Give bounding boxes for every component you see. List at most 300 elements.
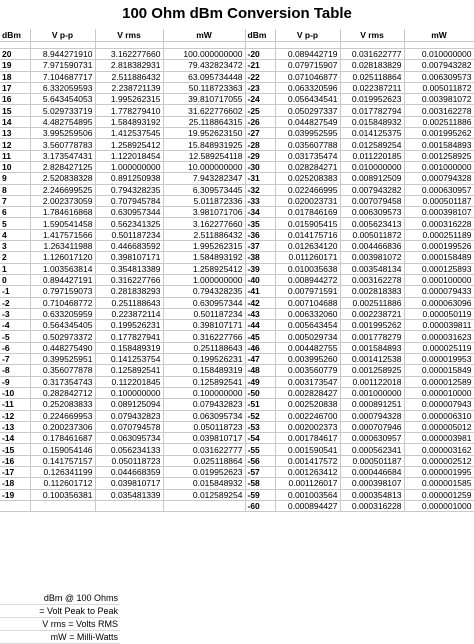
table-cell: 0.003995260 (275, 354, 340, 365)
table-cell: 0.000398107 (404, 207, 474, 218)
table-cell: 0.079432823 (163, 399, 245, 410)
table-cell: 0.316227766 (95, 274, 163, 285)
table-cell: -31 (245, 173, 275, 184)
table-cell: 0.050118723 (163, 421, 245, 432)
table-cell: -44 (245, 320, 275, 331)
table-cell: 0.223872114 (95, 308, 163, 319)
table-cell: 0.020023731 (275, 195, 340, 206)
table-cell: 0.158489319 (95, 342, 163, 353)
table-cell: 0.501187234 (163, 308, 245, 319)
header-cell: V p-p (30, 29, 95, 42)
table-cell: 0.001590541 (275, 444, 340, 455)
table-cell: 14 (0, 116, 30, 127)
table-row (0, 331, 474, 342)
table-cell: 0.000031623 (404, 331, 474, 342)
table-cell: 0.000125893 (404, 263, 474, 274)
table-cell: -46 (245, 342, 275, 353)
spacer-row (0, 42, 474, 49)
table-row (0, 229, 474, 240)
table-cell: -58 (245, 478, 275, 489)
table-cell: -10 (0, 387, 30, 398)
table-row (0, 376, 474, 387)
table-cell: 7.104687717 (30, 71, 95, 82)
table-cell: 0.125892541 (163, 376, 245, 387)
table-cell: 0.126341199 (30, 466, 95, 477)
table-cell: -22 (245, 71, 275, 82)
table-cell: 1.003563814 (30, 263, 95, 274)
table-cell: -9 (0, 376, 30, 387)
table-cell: 0.002828427 (275, 387, 340, 398)
header-cell: dBm (245, 29, 275, 42)
table-cell (163, 500, 245, 511)
table-row (0, 286, 474, 297)
table-cell: 3 (0, 241, 30, 252)
table-cell: 0.000001585 (404, 478, 474, 489)
table-cell: 2.828427125 (30, 161, 95, 172)
table-cell: -32 (245, 184, 275, 195)
table-cell: 3.162277660 (163, 218, 245, 229)
table-row (0, 184, 474, 195)
table-cell: 3.162277660 (95, 49, 163, 60)
table-cell (95, 500, 163, 511)
table-cell: 0.112601712 (30, 478, 95, 489)
table-cell: 0.000010000 (404, 387, 474, 398)
table-cell: 0.002818383 (340, 286, 404, 297)
table-cell: 0.000316228 (404, 218, 474, 229)
table-cell: 0.089125094 (95, 399, 163, 410)
table-cell: 0.002511886 (404, 116, 474, 127)
table-cell: 0.005623413 (340, 218, 404, 229)
table-cell: 0.630957344 (163, 297, 245, 308)
table-cell: 0.000199526 (404, 241, 474, 252)
table-cell: 0.001784617 (275, 433, 340, 444)
table-cell: 0.251188643 (95, 297, 163, 308)
table-cell: 0.001412538 (340, 354, 404, 365)
table-cell: 1.412537545 (95, 128, 163, 139)
table-cell: 0.014125375 (340, 128, 404, 139)
table-cell: -39 (245, 263, 275, 274)
table-row (0, 410, 474, 421)
table-cell: 1.126017120 (30, 252, 95, 263)
table-cell: 0.281838293 (95, 286, 163, 297)
table-cell: 0.007943282 (340, 184, 404, 195)
table-cell: -3 (0, 308, 30, 319)
table-cell: 15.848931925 (163, 139, 245, 150)
table-row (0, 241, 474, 252)
table-cell: -55 (245, 444, 275, 455)
header-row (0, 29, 474, 42)
table-cell: -19 (0, 489, 30, 500)
table-cell: 1.590541458 (30, 218, 95, 229)
table-cell: 0.000039811 (404, 320, 474, 331)
table-cell: 50.118723363 (163, 82, 245, 93)
header-cell: mW (404, 29, 474, 42)
note-line: V rms = Volts RMS (0, 618, 120, 631)
table-cell: 0.000316228 (340, 500, 404, 511)
table-cell: 0.001122018 (340, 376, 404, 387)
table-cell: 0.031622777 (163, 444, 245, 455)
table-row (0, 466, 474, 477)
table-cell: 2.818382931 (95, 60, 163, 71)
table-cell: 0.000025119 (404, 342, 474, 353)
table-cell: 0.356077878 (30, 365, 95, 376)
table-cell: 6.332059593 (30, 82, 95, 93)
table-cell: 0.000630957 (340, 433, 404, 444)
table-cell: 0.200237306 (30, 421, 95, 432)
table-cell: 0.007971591 (275, 286, 340, 297)
table-cell: 8.944271910 (30, 49, 95, 60)
table-cell: -21 (245, 60, 275, 71)
header-cell: V rms (95, 29, 163, 42)
table-cell: 1.784616868 (30, 207, 95, 218)
table-cell: -57 (245, 466, 275, 477)
table-cell: 0.000003162 (404, 444, 474, 455)
table-cell: 0.005011872 (340, 229, 404, 240)
table-cell: 17 (0, 82, 30, 93)
table-cell: -8 (0, 365, 30, 376)
table-cell: -59 (245, 489, 275, 500)
table-cell: 0.001000000 (404, 161, 474, 172)
table-cell: 2.511886432 (163, 229, 245, 240)
table-row (0, 94, 474, 105)
table-cell: 0.005029734 (275, 331, 340, 342)
table-cell: 1.258925412 (95, 139, 163, 150)
table-cell: -54 (245, 433, 275, 444)
table-cell: 0.000158489 (404, 252, 474, 263)
table-cell: 0.022466995 (275, 184, 340, 195)
table-cell: 0.014175716 (275, 229, 340, 240)
table-cell: 5 (0, 218, 30, 229)
note-line: mW = Milli-Watts (0, 631, 120, 644)
table-cell: 0.100000000 (163, 387, 245, 398)
table-cell: 0.028183829 (340, 60, 404, 71)
table-cell: 0.001000000 (340, 387, 404, 398)
table-cell: -25 (245, 105, 275, 116)
table-cell: 3.995259506 (30, 128, 95, 139)
table-cell: 0.001126017 (275, 478, 340, 489)
table-cell: 0.000006310 (404, 410, 474, 421)
table-cell: 0.112201845 (95, 376, 163, 387)
table-cell: -48 (245, 365, 275, 376)
table-cell: 4.482754895 (30, 116, 95, 127)
table-cell: -50 (245, 387, 275, 398)
table-cell: 5.011872336 (163, 195, 245, 206)
table-cell: 0.502973372 (30, 331, 95, 342)
table-cell: 0.141757157 (30, 455, 95, 466)
table-cell: 3.981071706 (163, 207, 245, 218)
table-cell: 0.000562341 (340, 444, 404, 455)
table-cell: 0.010000000 (340, 161, 404, 172)
table-cell: 0.056434541 (275, 94, 340, 105)
table-cell: 1.584893192 (163, 252, 245, 263)
table-cell: 0.006309573 (340, 207, 404, 218)
table-cell: 3.173547431 (30, 150, 95, 161)
table-cell: -51 (245, 399, 275, 410)
table-cell: 0.000079433 (404, 286, 474, 297)
table-cell: 1.995262315 (163, 241, 245, 252)
table-cell: -35 (245, 218, 275, 229)
table-cell: 0.633205959 (30, 308, 95, 319)
table-cell: -24 (245, 94, 275, 105)
table-cell: 0.001258925 (340, 365, 404, 376)
table-cell: 19 (0, 60, 30, 71)
table-cell: -37 (245, 241, 275, 252)
table-row (0, 489, 474, 500)
table-cell: 1.995262315 (95, 94, 163, 105)
note-line: = Volt Peak to Peak (0, 605, 120, 618)
table-cell: 0.125892541 (95, 365, 163, 376)
table-row (0, 455, 474, 466)
table-cell: 63.095734448 (163, 71, 245, 82)
table-row (0, 297, 474, 308)
table-cell: -30 (245, 161, 275, 172)
table-cell: 0.039810717 (95, 478, 163, 489)
table-cell: 6 (0, 207, 30, 218)
table-cell: 7 (0, 195, 30, 206)
table-cell: 2.520838328 (30, 173, 95, 184)
table-cell: 0.000003981 (404, 433, 474, 444)
table-row (0, 478, 474, 489)
table-cell: 0.707945784 (95, 195, 163, 206)
table-cell: 0.006332060 (275, 308, 340, 319)
table-cell: 0.005011872 (404, 82, 474, 93)
table-row (0, 320, 474, 331)
table-cell: 0.002246700 (275, 410, 340, 421)
table-cell: 10 (0, 161, 30, 172)
table-cell: 2.246699525 (30, 184, 95, 195)
table-cell: 0.794328235 (163, 286, 245, 297)
table-cell: 0.002002373 (275, 421, 340, 432)
table-cell: -1 (0, 286, 30, 297)
table-cell: -56 (245, 455, 275, 466)
conversion-table (0, 29, 474, 512)
table-row (0, 252, 474, 263)
table-cell: 0.446683592 (95, 241, 163, 252)
note-line: dBm @ 100 Ohms (0, 592, 120, 605)
table-cell: 0.158489319 (163, 365, 245, 376)
notes (0, 592, 120, 644)
table-cell: 0.025118864 (163, 455, 245, 466)
table-row (0, 49, 474, 60)
table-cell: 0.001584893 (404, 139, 474, 150)
table-cell: 0.000015849 (404, 365, 474, 376)
table-cell: 0.079432823 (95, 410, 163, 421)
table-cell: 1 (0, 263, 30, 274)
table-cell: 0.398107171 (95, 252, 163, 263)
table-cell: 0.501187234 (95, 229, 163, 240)
table-cell: 0.063320596 (275, 82, 340, 93)
table-cell: 79.432823472 (163, 60, 245, 71)
table-row (0, 207, 474, 218)
table-cell: 0.002520838 (275, 399, 340, 410)
table-cell: 0.022387211 (340, 82, 404, 93)
table-cell: 0.794328235 (95, 184, 163, 195)
table-cell: 12 (0, 139, 30, 150)
table-cell: -7 (0, 354, 30, 365)
table-row (0, 173, 474, 184)
table-cell: 0.891250938 (95, 173, 163, 184)
table-cell: 0.000501187 (404, 195, 474, 206)
table-cell: 0.010035638 (275, 263, 340, 274)
table-cell: 0.007104688 (275, 297, 340, 308)
table-cell: 0.031735474 (275, 150, 340, 161)
table-cell: 0.316227766 (163, 331, 245, 342)
table-cell: 0.031622777 (340, 49, 404, 60)
table-row (0, 116, 474, 127)
table-cell: -14 (0, 433, 30, 444)
table-cell: -28 (245, 139, 275, 150)
table-cell: 0.002511886 (340, 297, 404, 308)
table-cell: 0.001995262 (340, 320, 404, 331)
table-cell: -13 (0, 421, 30, 432)
table-cell: -52 (245, 410, 275, 421)
table-row (0, 128, 474, 139)
table-cell: -33 (245, 195, 275, 206)
table-cell: 0.562341325 (95, 218, 163, 229)
table-cell: 0.630957344 (95, 207, 163, 218)
table-cell: -53 (245, 421, 275, 432)
table-cell: 0.019952623 (163, 466, 245, 477)
table-cell: 0.050118723 (95, 455, 163, 466)
page-title: 100 Ohm dBm Conversion Table (122, 5, 352, 22)
table-cell: 0.000001000 (404, 500, 474, 511)
table-cell: 1.778279410 (95, 105, 163, 116)
table-cell: 0.000019953 (404, 354, 474, 365)
table-cell: -23 (245, 82, 275, 93)
table-row (0, 218, 474, 229)
table-cell: 0.354813389 (95, 263, 163, 274)
table-cell: 0.089442719 (275, 49, 340, 60)
table-cell: 0.000891251 (340, 399, 404, 410)
table-cell: 0.282842712 (30, 387, 95, 398)
table-cell: 0.003162278 (340, 274, 404, 285)
table-cell: 0.015848932 (340, 116, 404, 127)
table-cell: -38 (245, 252, 275, 263)
table-cell: 0.000707946 (340, 421, 404, 432)
header-cell: dBm (0, 29, 30, 42)
header-cell: mW (163, 29, 245, 42)
table-cell: 0.012634120 (275, 241, 340, 252)
table-cell: 0.003981072 (340, 252, 404, 263)
table-cell: 0.015848932 (163, 478, 245, 489)
table-cell: 10.000000000 (163, 161, 245, 172)
table-cell: -43 (245, 308, 275, 319)
table-cell: 0.448275490 (30, 342, 95, 353)
table-cell: 0.002238721 (340, 308, 404, 319)
table-cell: 31.622776602 (163, 105, 245, 116)
table-cell: 0.000398107 (340, 478, 404, 489)
table-cell: 0.251188643 (163, 342, 245, 353)
table-cell: 0.011260171 (275, 252, 340, 263)
table-cell: 0.000354813 (340, 489, 404, 500)
table-cell: 7.971590731 (30, 60, 95, 71)
table-cell: 0.199526231 (163, 354, 245, 365)
table-cell: 0.797159073 (30, 286, 95, 297)
table-cell: 0.056234133 (95, 444, 163, 455)
table-cell: -42 (245, 297, 275, 308)
table-cell: -2 (0, 297, 30, 308)
table-cell: 13 (0, 128, 30, 139)
table-cell: 0.001003564 (275, 489, 340, 500)
table-cell: -60 (245, 500, 275, 511)
table-cell: 0.100356381 (30, 489, 95, 500)
table-cell: 0.010000000 (404, 49, 474, 60)
table-cell: 0.398107171 (163, 320, 245, 331)
table-cell: 0.017846169 (275, 207, 340, 218)
table-cell: 8 (0, 184, 30, 195)
table-row (0, 161, 474, 172)
table-cell: 0.100000000 (95, 387, 163, 398)
table-cell: 5.029733719 (30, 105, 95, 116)
table-cell: -41 (245, 286, 275, 297)
table-cell: 0.199526231 (95, 320, 163, 331)
table-cell: 0.001778279 (340, 331, 404, 342)
table-cell: 0.003981072 (404, 94, 474, 105)
table-cell: 0.011220185 (340, 150, 404, 161)
table-cell: 0.001258925 (404, 150, 474, 161)
table-cell: -12 (0, 410, 30, 421)
table-cell: 0.001995262 (404, 128, 474, 139)
table-cell: 0.044668359 (95, 466, 163, 477)
table-cell: 0.178461687 (30, 433, 95, 444)
table-cell: 0.004466836 (340, 241, 404, 252)
table-cell: -15 (0, 444, 30, 455)
table-cell: 0.079715907 (275, 60, 340, 71)
table-cell: 0.050297337 (275, 105, 340, 116)
table-cell: 0.000794328 (404, 173, 474, 184)
table-cell: 0.001584893 (340, 342, 404, 353)
table-cell: 0.019952623 (340, 94, 404, 105)
table-cell: 0.028284271 (275, 161, 340, 172)
table-row (0, 150, 474, 161)
table-cell: 11 (0, 150, 30, 161)
table-cell: 1.000000000 (163, 274, 245, 285)
table-row (0, 139, 474, 150)
table-cell: 0.004482755 (275, 342, 340, 353)
table-cell: 1.258925412 (163, 263, 245, 274)
table-cell: -49 (245, 376, 275, 387)
table-cell: 19.952623150 (163, 128, 245, 139)
table-cell: 0.000050119 (404, 308, 474, 319)
table-cell: 0.006309573 (404, 71, 474, 82)
table-row (0, 82, 474, 93)
table-cell: 0.008944272 (275, 274, 340, 285)
table-cell: 16 (0, 94, 30, 105)
table-cell: 0.000630957 (404, 184, 474, 195)
table-cell: 0.012589254 (340, 139, 404, 150)
table-cell: -11 (0, 399, 30, 410)
table-cell: 0.025208383 (275, 173, 340, 184)
table-cell: 0.012589254 (163, 489, 245, 500)
table-cell: 0.000100000 (404, 274, 474, 285)
table-cell: 0.008912509 (340, 173, 404, 184)
table-cell: 0.071046877 (275, 71, 340, 82)
table-cell: 0.044827549 (275, 116, 340, 127)
table-row (0, 342, 474, 353)
table-cell: 0.007079458 (340, 195, 404, 206)
table-cell: 0.000251189 (404, 229, 474, 240)
table-cell: 0.035481339 (95, 489, 163, 500)
table-cell: -47 (245, 354, 275, 365)
table-cell: 12.589254118 (163, 150, 245, 161)
table-cell: -36 (245, 229, 275, 240)
table-cell: -26 (245, 116, 275, 127)
table-cell: 0.000012589 (404, 376, 474, 387)
table-row (0, 365, 474, 376)
table-cell: 0.710468772 (30, 297, 95, 308)
table-cell: 0.007943282 (404, 60, 474, 71)
table-row (0, 105, 474, 116)
